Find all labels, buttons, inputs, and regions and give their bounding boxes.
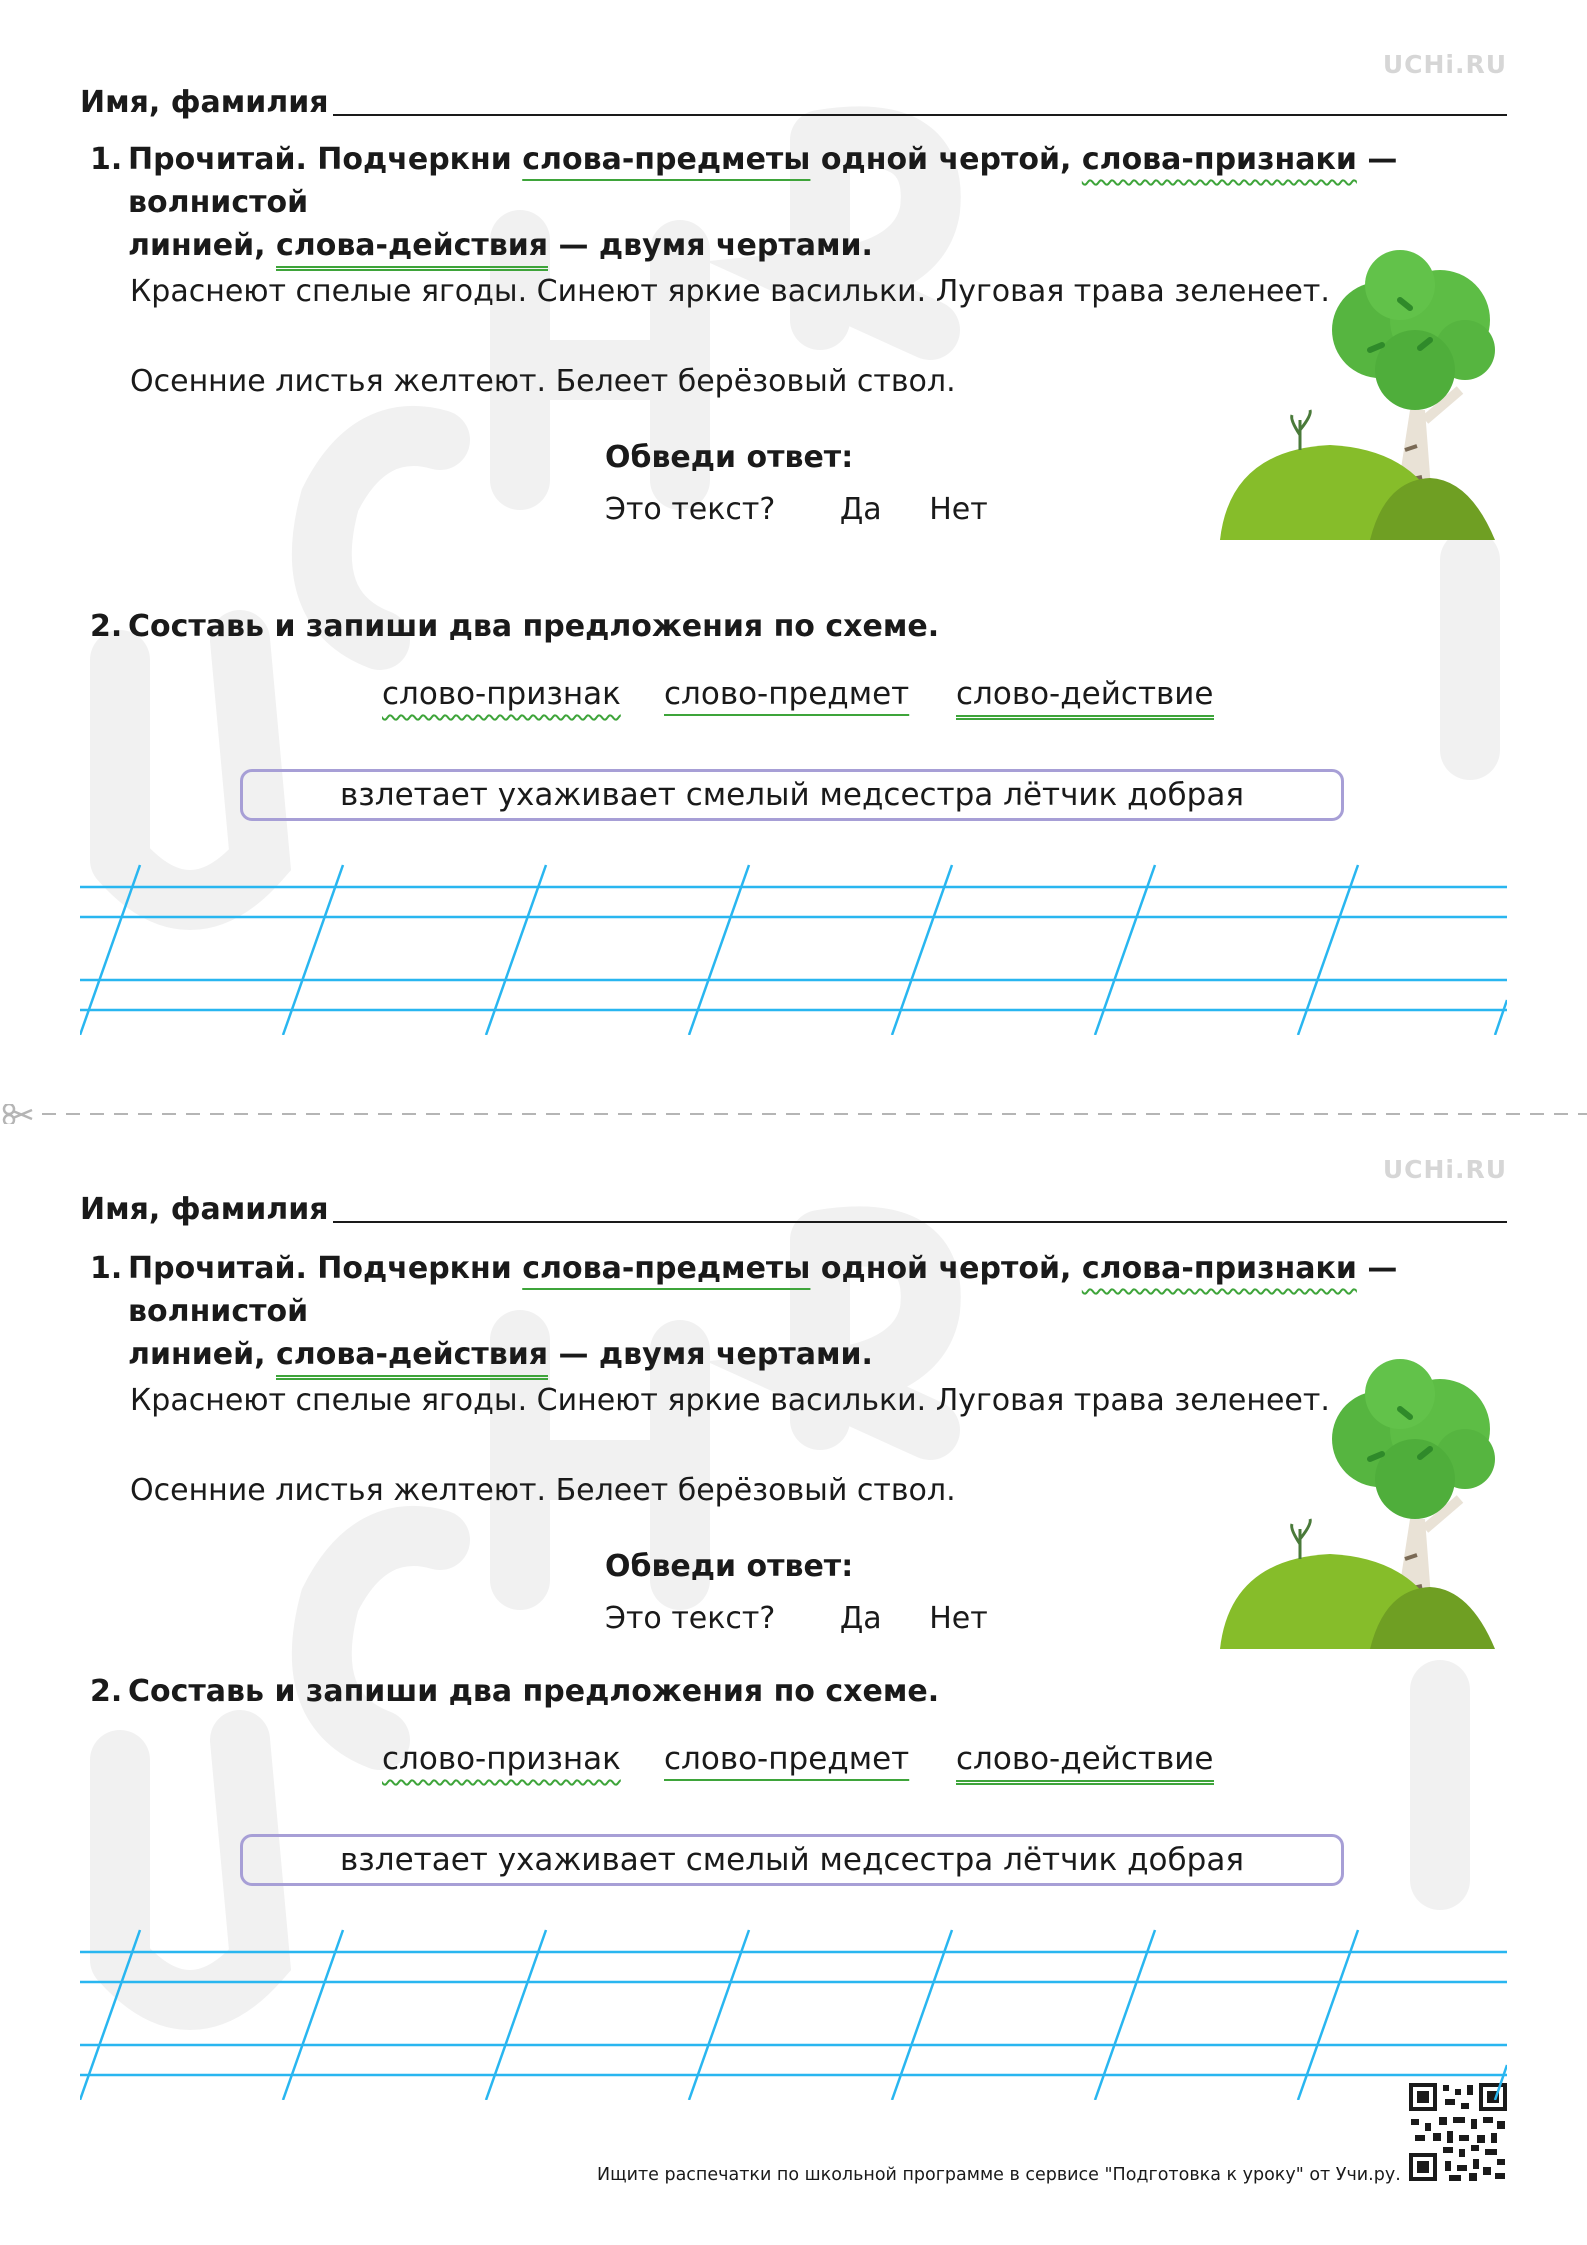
nouns-term: слова-предметы [522,1251,811,1286]
circle-answer-title: Обведи ответ: [605,440,854,475]
scheme-noun [664,1741,909,1777]
reading-sentence-2: Осенние листья желтеют. Белеет берёзовый ствол. [130,1473,956,1508]
task-text: — двумя чертами. [548,1337,873,1372]
task-2-title-text: Составь и запиши два предложения по схеме. [128,609,940,644]
task-number: 1. [90,142,123,177]
task-2-title [90,1670,1550,1713]
scheme-verb [956,676,1214,712]
verbs-term: слова-действия [276,1337,548,1380]
task-text: — двумя чертами. [548,228,873,263]
task-text: — волнистой [128,142,1398,220]
reading-sentence-1: Краснеют спелые ягоды. Синеют яркие васильки. Луговая трава зеленеет. [130,274,1330,309]
scheme-adjective [382,1741,621,1777]
scheme-verb-label: слово-действие [956,1741,1214,1785]
scheme-adjective-label: слово-признак [382,676,621,712]
circle-answer-title: Обведи ответ: [605,1549,854,1584]
tree-hill-illustration [1220,250,1540,540]
reading-sentence-2: Осенние листья желтеют. Белеет берёзовый ствол. [130,364,956,399]
tree-hill-illustration [1220,1359,1540,1649]
brand-logo: UCHi.RU [1382,50,1507,79]
answer-no[interactable]: Нет [929,1601,988,1636]
task-number: 1. [90,1251,123,1286]
task-text: линией, [128,228,276,263]
scheme-noun-label: слово-предмет [664,1741,910,1777]
reading-sentence-1: Краснеют спелые ягоды. Синеют яркие васильки. Луговая трава зеленеет. [130,1383,1330,1418]
scheme-noun [664,676,909,712]
scheme-adjective [382,676,621,712]
answer-no[interactable]: Нет [929,492,988,527]
verbs-term: слова-действия [276,228,548,271]
task-1-instruction [90,138,1550,267]
scheme-adjective-label: слово-признак [382,1741,621,1777]
task-2-title-text: Составь и запиши два предложения по схеме. [128,1674,940,1709]
task-text: одной чертой, [810,1251,1082,1286]
scissors-icon [4,1104,32,1124]
footer-note: Ищите распечатки по школьной программе в сервисе "Подготовка к уроку" от Учи.ру. [597,2165,1401,2185]
brand-logo: UCHi.RU [1382,1155,1507,1184]
task-text: Прочитай. Подчеркни [128,142,523,177]
task-number: 2. [90,1674,123,1709]
task-text: одной чертой, [810,142,1082,177]
nouns-term: слова-предметы [522,142,811,177]
word-bank-box: взлетает ухаживает смелый медсестра лётчик добрая [240,769,1344,821]
name-write-line[interactable] [333,114,1507,116]
scheme-verb [956,1741,1214,1777]
question-text: Это текст? [605,1601,776,1636]
handwriting-ruling[interactable] [80,1925,1507,2100]
scheme-noun-label: слово-предмет [664,676,910,712]
circle-answer-row [605,1601,988,1636]
name-write-line[interactable] [333,1221,1507,1223]
cut-line [0,1104,1587,1124]
adjectives-term: слова-признаки [1081,142,1357,177]
scheme-verb-label: слово-действие [956,676,1214,720]
task-text: Прочитай. Подчеркни [128,1251,523,1286]
word-bank-box: взлетает ухаживает смелый медсестра лётчик добрая [240,1834,1344,1886]
name-label: Имя, фамилия [80,1192,329,1227]
circle-answer-row [605,492,988,527]
task-text: линией, [128,1337,276,1372]
adjectives-term: слова-признаки [1081,1251,1357,1286]
task-number: 2. [90,609,123,644]
question-text: Это текст? [605,492,776,527]
answer-yes[interactable]: Да [839,492,882,527]
task-1-instruction [90,1247,1550,1376]
name-label: Имя, фамилия [80,85,329,120]
task-text: — волнистой [128,1251,1398,1329]
answer-yes[interactable]: Да [839,1601,882,1636]
task-2-title [90,605,1550,648]
handwriting-ruling[interactable] [80,860,1507,1035]
